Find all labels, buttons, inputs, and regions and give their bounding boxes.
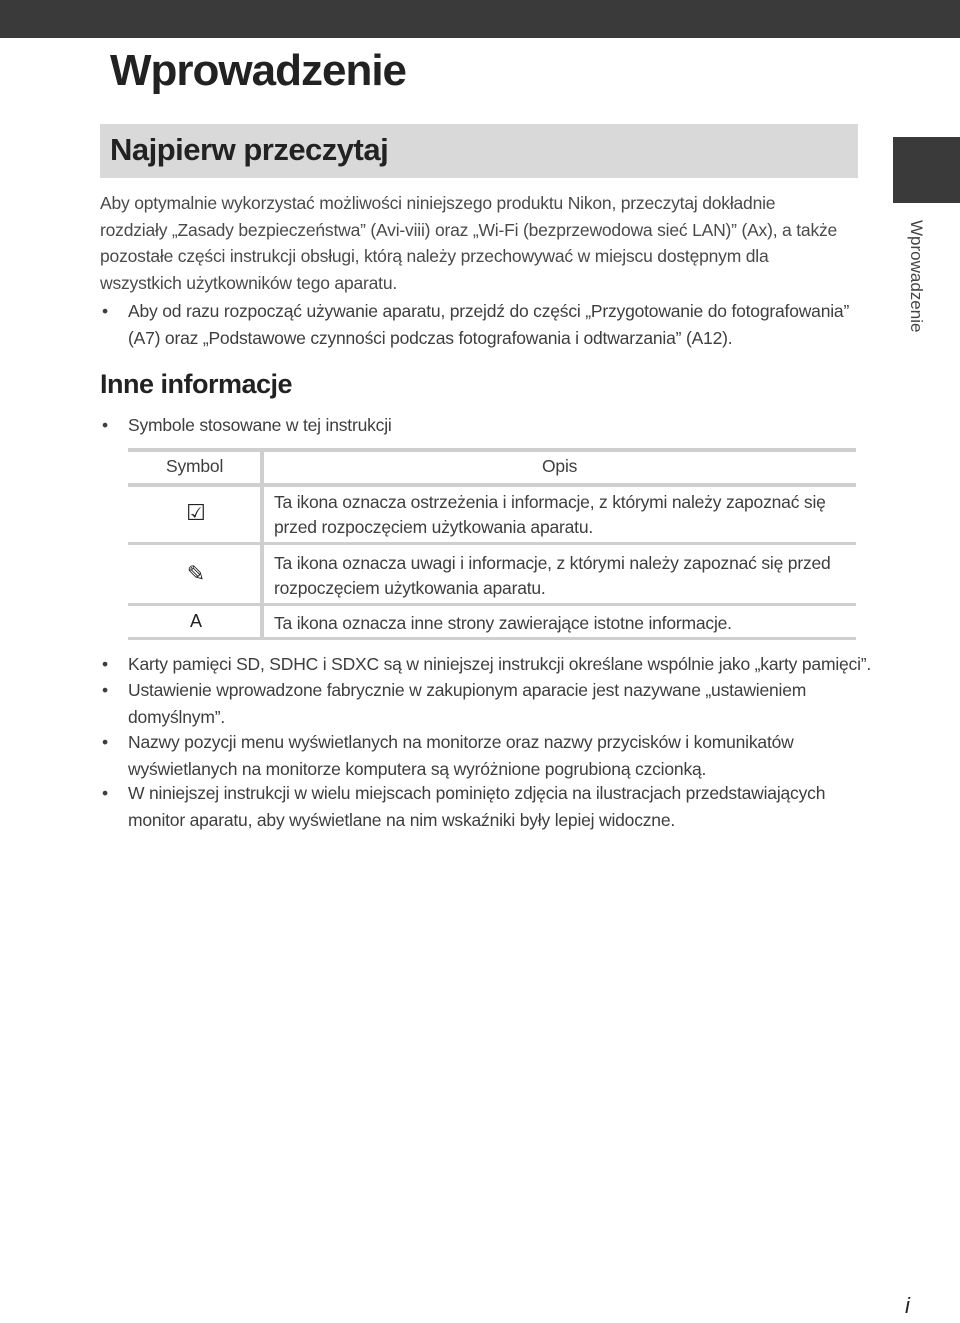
table-header-symbol: Symbol: [166, 456, 224, 476]
page-reference-icon: A: [189, 611, 202, 631]
list-item-text: Symbole stosowane w tej instrukcji: [128, 415, 392, 435]
list-item: [102, 298, 868, 351]
bullet-icon: •: [102, 680, 108, 700]
list-item-text: Karty pamięci SD, SDHC i SDXC są w niniejszej instrukcji określane wspólnie jako „karty pamięci”.: [128, 654, 872, 674]
symbols-table: [128, 448, 856, 640]
table-cell-description: Ta ikona oznacza ostrzeżenia i informacje, z którymi należy zapoznać się przed rozpoczęciem użytkowania aparatu.: [274, 492, 826, 537]
table-rule: [128, 603, 856, 606]
list-item: [102, 729, 858, 782]
list-item: [102, 651, 888, 678]
list-item-text: Nazwy pozycji menu wyświetlanych na monitorze oraz nazwy przycisków i komunikatów wyświetlanych na monitorze komputera są wyróżnione pogrubioną czcionką.: [128, 732, 794, 779]
bullet-icon: •: [102, 783, 108, 803]
table-rule: [128, 637, 856, 640]
list-item: [102, 780, 858, 833]
page-number: i: [905, 1293, 910, 1318]
list-item-text: W niniejszej instrukcji w wielu miejscach pominięto zdjęcia na ilustracjach przedstawiających monitor aparatu, aby wyświetlane na nim wskaźniki były lepiej widoczne.: [128, 783, 826, 830]
bullet-icon: •: [102, 301, 108, 321]
bullet-icon: •: [102, 654, 108, 674]
table-rule: [128, 483, 856, 487]
list-item: [102, 412, 728, 439]
subsection-title: Inne informacje: [100, 369, 293, 399]
note-pencil-icon: ✎: [186, 561, 206, 586]
header-bar: [0, 0, 960, 38]
section-heading-band: [100, 124, 858, 178]
chapter-tab-label: Wprowadzenie: [907, 220, 926, 333]
table-cell-description: Ta ikona oznacza uwagi i informacje, z którymi należy zapoznać się przed rozpoczęciem użytkowania aparatu.: [274, 553, 831, 598]
table-cell-description: Ta ikona oznacza inne strony zawierające istotne informacje.: [274, 613, 732, 633]
chapter-tab: [893, 137, 960, 203]
bullet-icon: •: [102, 732, 108, 752]
page-title: Wprowadzenie: [110, 46, 407, 95]
intro-paragraph: Aby optymalnie wykorzystać możliwości niniejszego produktu Nikon, przeczytaj dokładnie rozdziały „Zasady bezpieczeństwa” (Avi-viii) oraz „Wi-Fi (bezprzewodowa sieć LAN)” (Ax), a także pozostałe części instrukcji obsługi, którą należy przechowywać w miejscu dostępnym dla wszystkich użytkowników tego aparatu.: [100, 193, 838, 293]
table-rule: [128, 448, 856, 452]
table-header-description: Opis: [542, 456, 578, 476]
list-item-text: Aby od razu rozpocząć używanie aparatu, przejdź do części „Przygotowanie do fotografowania” (A7) oraz „Podstawowe czynności podczas fotografowania i odtwarzania” (A12).: [128, 301, 850, 348]
table-rule: [128, 542, 856, 545]
list-item-text: Ustawienie wprowadzone fabrycznie w zakupionym aparacie jest nazywane „ustawieniem domyślnym”.: [128, 680, 807, 727]
section-title: Najpierw przeczytaj: [110, 132, 389, 167]
bullet-icon: •: [102, 415, 108, 435]
list-item: [102, 677, 858, 730]
warning-check-icon: ☑: [186, 500, 206, 525]
